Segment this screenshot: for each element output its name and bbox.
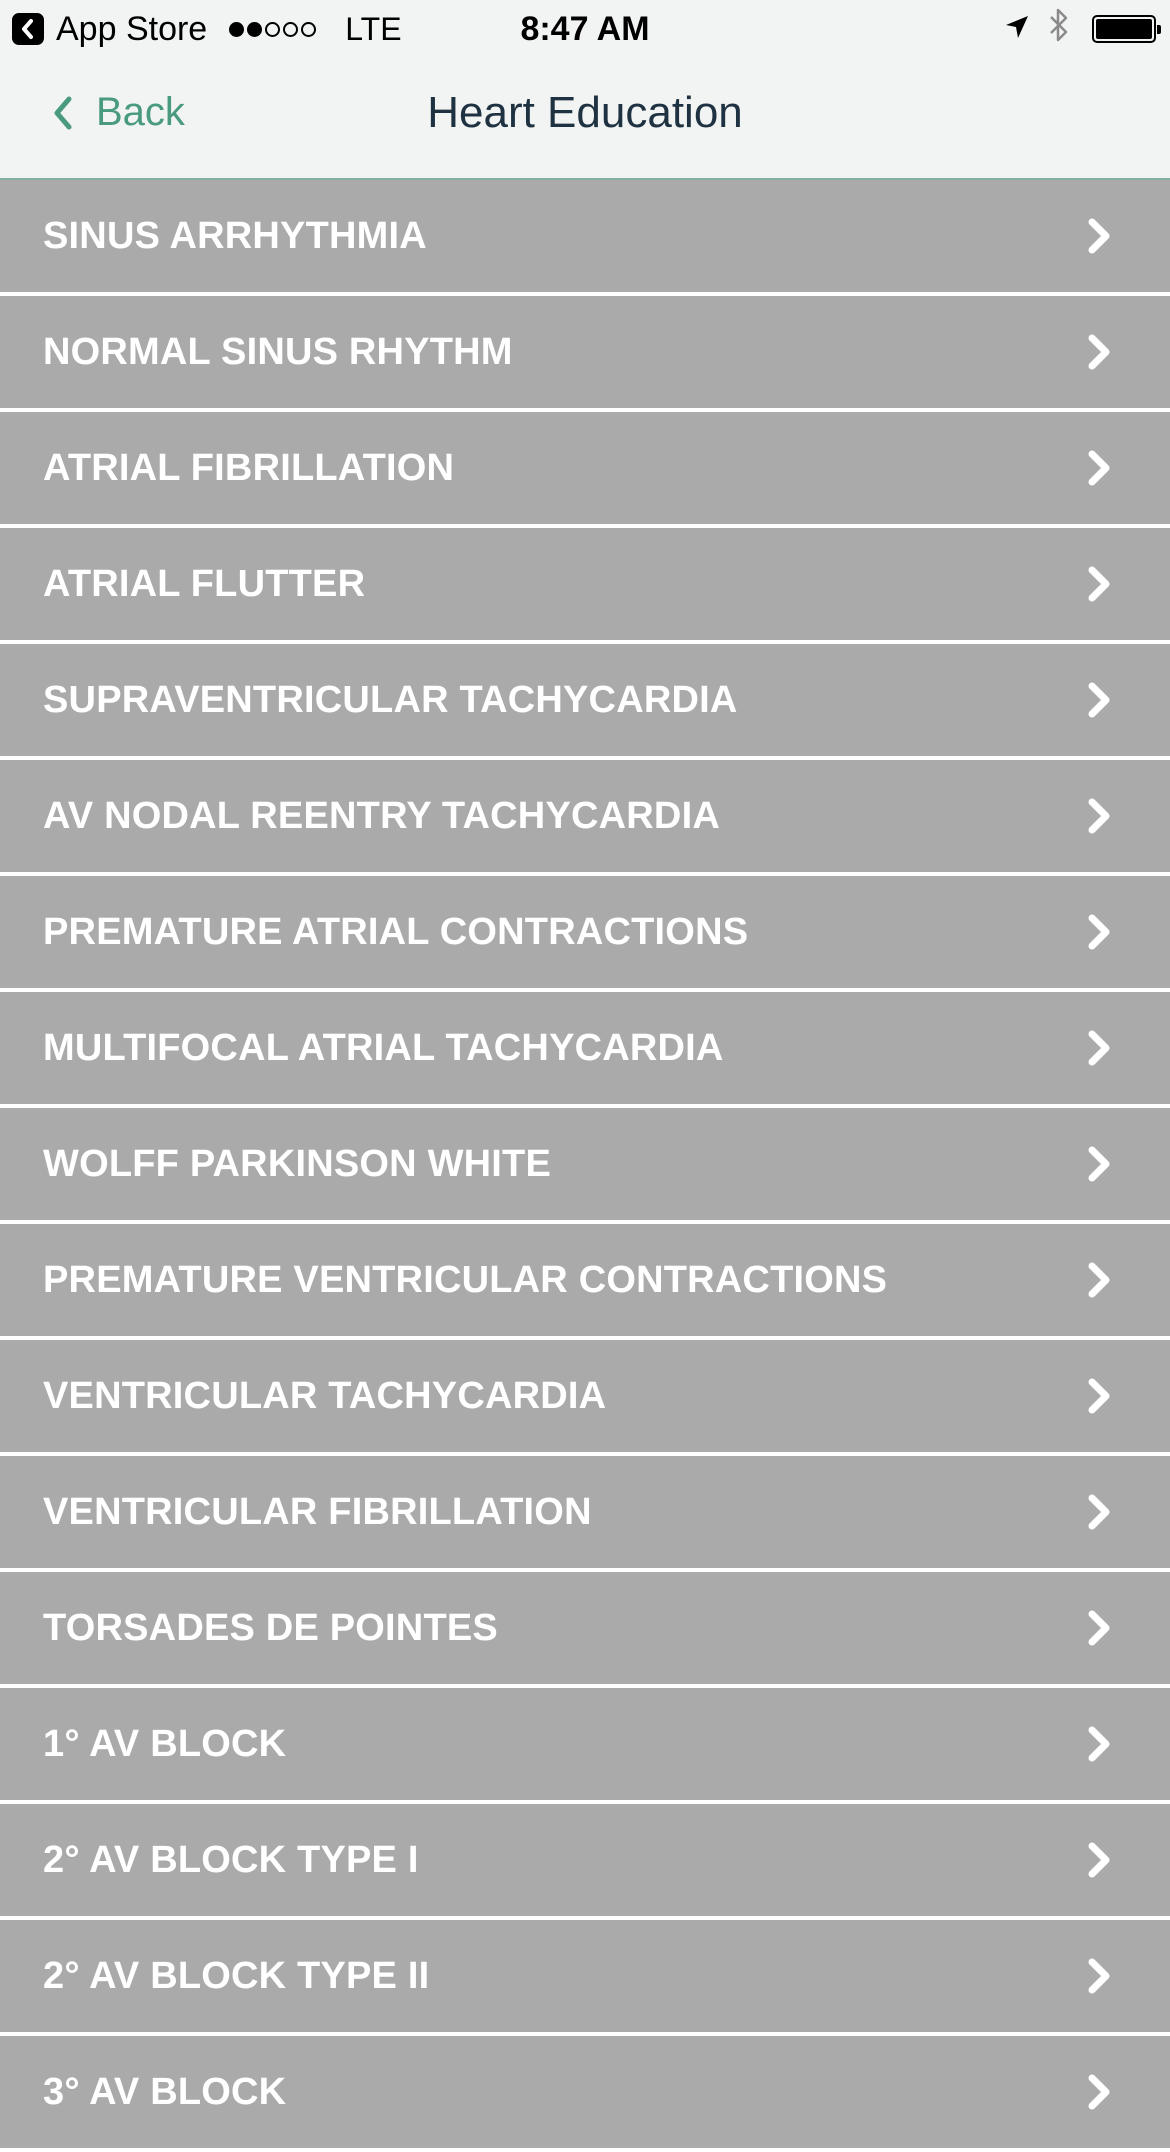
chevron-right-icon xyxy=(1084,1376,1114,1416)
list-item[interactable] xyxy=(0,296,1170,408)
chevron-right-icon xyxy=(1084,1956,1114,1996)
list-item[interactable] xyxy=(0,1920,1170,2032)
list-item-label: 2° AV BLOCK TYPE I xyxy=(43,1838,419,1881)
battery-tip xyxy=(1157,25,1161,34)
list-item-label: WOLFF PARKINSON WHITE xyxy=(43,1142,551,1185)
status-bar xyxy=(0,0,1170,58)
chevron-right-icon xyxy=(1084,1144,1114,1184)
chevron-right-icon xyxy=(1084,1724,1114,1764)
chevron-right-icon xyxy=(1084,1492,1114,1532)
list-item[interactable] xyxy=(0,412,1170,524)
chevron-right-icon xyxy=(1084,1608,1114,1648)
list-item-label: 3° AV BLOCK xyxy=(43,2070,287,2113)
list-item-label: AV NODAL REENTRY TACHYCARDIA xyxy=(43,794,720,837)
list-item-label: MULTIFOCAL ATRIAL TACHYCARDIA xyxy=(43,1026,724,1069)
chevron-right-icon xyxy=(1084,796,1114,836)
list-item[interactable] xyxy=(0,1108,1170,1220)
list-item-label: TORSADES DE POINTES xyxy=(43,1606,498,1649)
list-item[interactable] xyxy=(0,1572,1170,1684)
list-item[interactable] xyxy=(0,992,1170,1104)
status-bar-right xyxy=(1004,8,1156,50)
list-item-label: SINUS ARRHYTHMIA xyxy=(43,214,427,257)
list-item[interactable] xyxy=(0,760,1170,872)
list-item-label: ATRIAL FIBRILLATION xyxy=(43,446,455,489)
chevron-right-icon xyxy=(1084,680,1114,720)
list-item-label: 1° AV BLOCK xyxy=(43,1722,287,1765)
list-item-label: 2° AV BLOCK TYPE II xyxy=(43,1954,430,1997)
back-button-label: Back xyxy=(96,90,185,134)
chevron-right-icon xyxy=(1084,1028,1114,1068)
list-item[interactable] xyxy=(0,1804,1170,1916)
chevron-right-icon xyxy=(1084,912,1114,952)
network-type: LTE xyxy=(345,10,402,47)
list-item[interactable] xyxy=(0,1456,1170,1568)
list-item-label: ATRIAL FLUTTER xyxy=(43,562,366,605)
status-time: 8:47 AM xyxy=(520,10,650,48)
list-item-label: NORMAL SINUS RHYTHM xyxy=(43,330,513,373)
list-item[interactable] xyxy=(0,1688,1170,1800)
list-item-label: VENTRICULAR FIBRILLATION xyxy=(43,1490,592,1533)
list-item[interactable] xyxy=(0,180,1170,292)
bluetooth-icon xyxy=(1048,7,1070,52)
navigation-bar xyxy=(0,58,1170,180)
page-title: Heart Education xyxy=(427,88,743,137)
battery-icon xyxy=(1092,15,1156,43)
chevron-right-icon xyxy=(1084,564,1114,604)
heart-rhythm-list xyxy=(0,180,1170,2152)
list-item[interactable] xyxy=(0,2036,1170,2148)
list-item[interactable] xyxy=(0,1224,1170,1336)
chevron-right-icon xyxy=(1084,1840,1114,1880)
battery-level xyxy=(1096,19,1152,39)
chevron-right-icon xyxy=(1084,2072,1114,2112)
list-item[interactable] xyxy=(0,1340,1170,1452)
list-item-label: PREMATURE ATRIAL CONTRACTIONS xyxy=(43,910,749,953)
list-item[interactable] xyxy=(0,644,1170,756)
chevron-right-icon xyxy=(1084,332,1114,372)
list-item-label: SUPRAVENTRICULAR TACHYCARDIA xyxy=(43,678,738,721)
chevron-right-icon xyxy=(1084,216,1114,256)
list-item[interactable] xyxy=(0,528,1170,640)
list-item-label: PREMATURE VENTRICULAR CONTRACTIONS xyxy=(43,1258,888,1301)
chevron-right-icon xyxy=(1084,448,1114,488)
chevron-right-icon xyxy=(1084,1260,1114,1300)
location-arrow-icon xyxy=(1004,10,1030,49)
back-to-app-label[interactable]: App Store xyxy=(56,9,208,48)
list-item[interactable] xyxy=(0,876,1170,988)
list-item-label: VENTRICULAR TACHYCARDIA xyxy=(43,1374,607,1417)
